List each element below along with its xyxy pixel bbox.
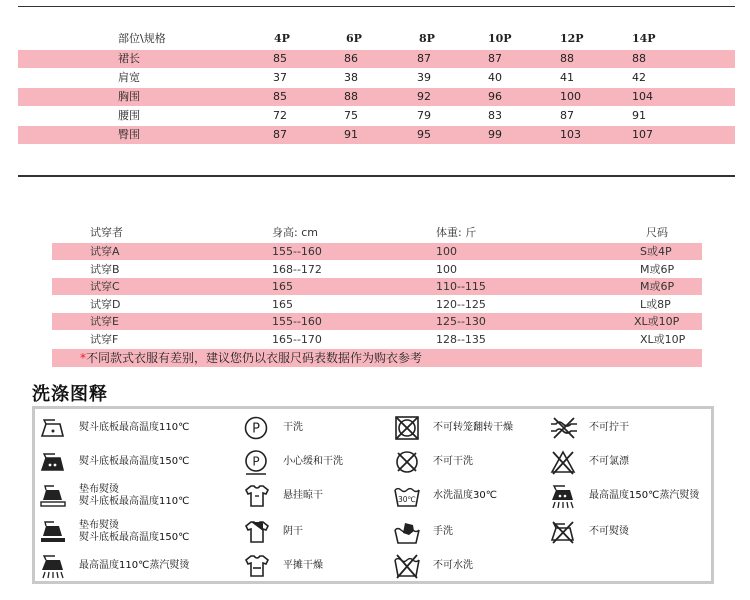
table-row: [18, 88, 735, 106]
cell: XL或10P: [640, 333, 686, 346]
cell: 79: [417, 109, 431, 122]
cell: 165: [272, 298, 293, 311]
cell: 41: [560, 71, 574, 84]
cell: 37: [273, 71, 287, 84]
care-title: 洗涤图释: [32, 384, 108, 405]
cell: 86: [344, 52, 358, 65]
cell: 88: [344, 90, 358, 103]
iron-150-icon: [39, 449, 67, 475]
header-cell: 8P: [419, 32, 435, 45]
top-divider: [18, 6, 735, 7]
cell: 165--170: [272, 333, 322, 346]
svg-text:P: P: [252, 454, 260, 469]
hand-wash-icon: [393, 519, 421, 545]
cell: 试穿B: [90, 263, 120, 276]
cell: 87: [273, 128, 287, 141]
table-row: [52, 331, 702, 348]
care-label: 悬挂晾干: [283, 490, 323, 501]
care-label: 干洗: [283, 422, 303, 433]
care-label: 平摊干燥: [283, 560, 323, 571]
cell: 120--125: [436, 298, 486, 311]
shade-dry-icon: [243, 519, 271, 545]
header-cell: 14P: [632, 32, 656, 45]
row-label: 裙长: [118, 52, 140, 65]
table-row: [18, 69, 735, 87]
cell: L或8P: [640, 298, 671, 311]
no-iron-icon: [549, 519, 577, 545]
size-note: [52, 349, 702, 367]
cell: 99: [488, 128, 502, 141]
cell: 100: [436, 245, 457, 258]
iron-110-icon: [39, 415, 67, 441]
cell: 92: [417, 90, 431, 103]
cell: 155--160: [272, 245, 322, 258]
cell: 87: [417, 52, 431, 65]
table-row: [52, 278, 702, 295]
cell: 103: [560, 128, 581, 141]
cell: 110--115: [436, 280, 486, 293]
cell: 165: [272, 280, 293, 293]
iron-cloth-150-icon: [39, 519, 67, 545]
wash-30-icon: [393, 483, 423, 509]
no-dry-clean-icon: [393, 449, 421, 475]
care-label: 熨斗底板最高温度150℃: [79, 456, 190, 467]
cell: 39: [417, 71, 431, 84]
cell: 107: [632, 128, 653, 141]
no-bleach-icon: [549, 449, 577, 475]
note-text: 不同款式衣服有差别，建议您仍以衣服尺码表数据作为购衣参考: [86, 351, 423, 365]
cell: 72: [273, 109, 287, 122]
cell: 88: [632, 52, 646, 65]
cell: 104: [632, 90, 653, 103]
care-label: 手洗: [433, 526, 453, 537]
care-label-group: [79, 517, 189, 547]
cell: 85: [273, 52, 287, 65]
cell: 试穿A: [90, 245, 120, 258]
cell: 40: [488, 71, 502, 84]
care-label: 最高温度150℃蒸汽熨烫: [589, 490, 700, 501]
header-cell: 6P: [346, 32, 362, 45]
cell: 155--160: [272, 315, 322, 328]
header-cell: 12P: [560, 32, 584, 45]
dry-clean-icon: [243, 415, 271, 441]
size-table-header: [18, 30, 735, 48]
table-row: [18, 50, 735, 68]
care-label: 水洗温度30℃: [433, 490, 497, 501]
cell: 试穿F: [90, 333, 119, 346]
steam-iron-150-icon: [549, 483, 577, 509]
table-row: [52, 296, 702, 313]
fitting-table-header: [52, 224, 702, 241]
care-label: 不可拧干: [589, 422, 629, 433]
cell: 95: [417, 128, 431, 141]
table-row: [18, 126, 735, 144]
care-label: 小心缓和干洗: [283, 456, 343, 467]
care-label: 不可水洗: [433, 560, 473, 571]
cell: 75: [344, 109, 358, 122]
care-label-sub: 熨斗底板最高温度150℃: [79, 532, 190, 543]
note-star: *: [80, 351, 86, 365]
cell: 91: [632, 109, 646, 122]
hang-dry-icon: [243, 483, 271, 509]
care-label-group: [79, 481, 189, 511]
header-cell: 4P: [274, 32, 290, 45]
cell: 125--130: [436, 315, 486, 328]
cell: 83: [488, 109, 502, 122]
cell: XL或10P: [634, 315, 680, 328]
care-label: 最高温度110℃蒸汽熨烫: [79, 560, 190, 571]
header-cell: 体重: 斤: [436, 226, 477, 239]
cell: 100: [436, 263, 457, 276]
cell: 85: [273, 90, 287, 103]
flat-dry-icon: [243, 553, 271, 579]
cell: 87: [560, 109, 574, 122]
care-label: 不可转笼翻转干燥: [433, 422, 513, 433]
care-label: 垫布熨烫: [79, 520, 119, 531]
header-cell: 10P: [488, 32, 512, 45]
table-row: [52, 243, 702, 260]
table-row: [52, 313, 702, 330]
row-label: 腰围: [118, 109, 140, 122]
cell: 42: [632, 71, 646, 84]
header-cell: 部位\规格: [118, 32, 166, 45]
cell: 试穿C: [90, 280, 120, 293]
cell: 87: [488, 52, 502, 65]
cell: 168--172: [272, 263, 322, 276]
no-wash-icon: [393, 553, 421, 579]
header-cell: 身高: cm: [272, 226, 318, 239]
steam-iron-110-icon: [39, 553, 67, 579]
cell: 128--135: [436, 333, 486, 346]
cell: 88: [560, 52, 574, 65]
table-row: [52, 261, 702, 278]
care-label: 不可氯漂: [589, 456, 629, 467]
gentle-dry-clean-icon: [243, 449, 271, 477]
iron-cloth-110-icon: [39, 483, 67, 509]
svg-text:P: P: [252, 421, 260, 437]
care-label-sub: 熨斗底板最高温度110℃: [79, 496, 190, 507]
care-label: 熨斗底板最高温度110℃: [79, 422, 190, 433]
section-divider: [18, 175, 735, 177]
header-cell: 尺码: [646, 226, 668, 239]
table-row: [18, 107, 735, 125]
cell: M或6P: [640, 263, 675, 276]
row-label: 臀围: [118, 128, 140, 141]
cell: 91: [344, 128, 358, 141]
no-tumble-dry-icon: [393, 415, 421, 441]
cell: M或6P: [640, 280, 675, 293]
wash-temp: 30℃: [398, 495, 416, 504]
cell: 试穿E: [90, 315, 119, 328]
cell: S或4P: [640, 245, 672, 258]
cell: 38: [344, 71, 358, 84]
care-symbols-panel: [32, 406, 714, 584]
care-label: 阴干: [283, 526, 303, 537]
row-label: 肩宽: [118, 71, 140, 84]
no-wring-icon: [549, 415, 579, 441]
care-label: 不可熨烫: [589, 526, 629, 537]
care-label: 垫布熨烫: [79, 484, 119, 495]
care-label: 不可干洗: [433, 456, 473, 467]
cell: 试穿D: [90, 298, 121, 311]
cell: 96: [488, 90, 502, 103]
cell: 100: [560, 90, 581, 103]
header-cell: 试穿者: [90, 226, 123, 239]
row-label: 胸围: [118, 90, 140, 103]
